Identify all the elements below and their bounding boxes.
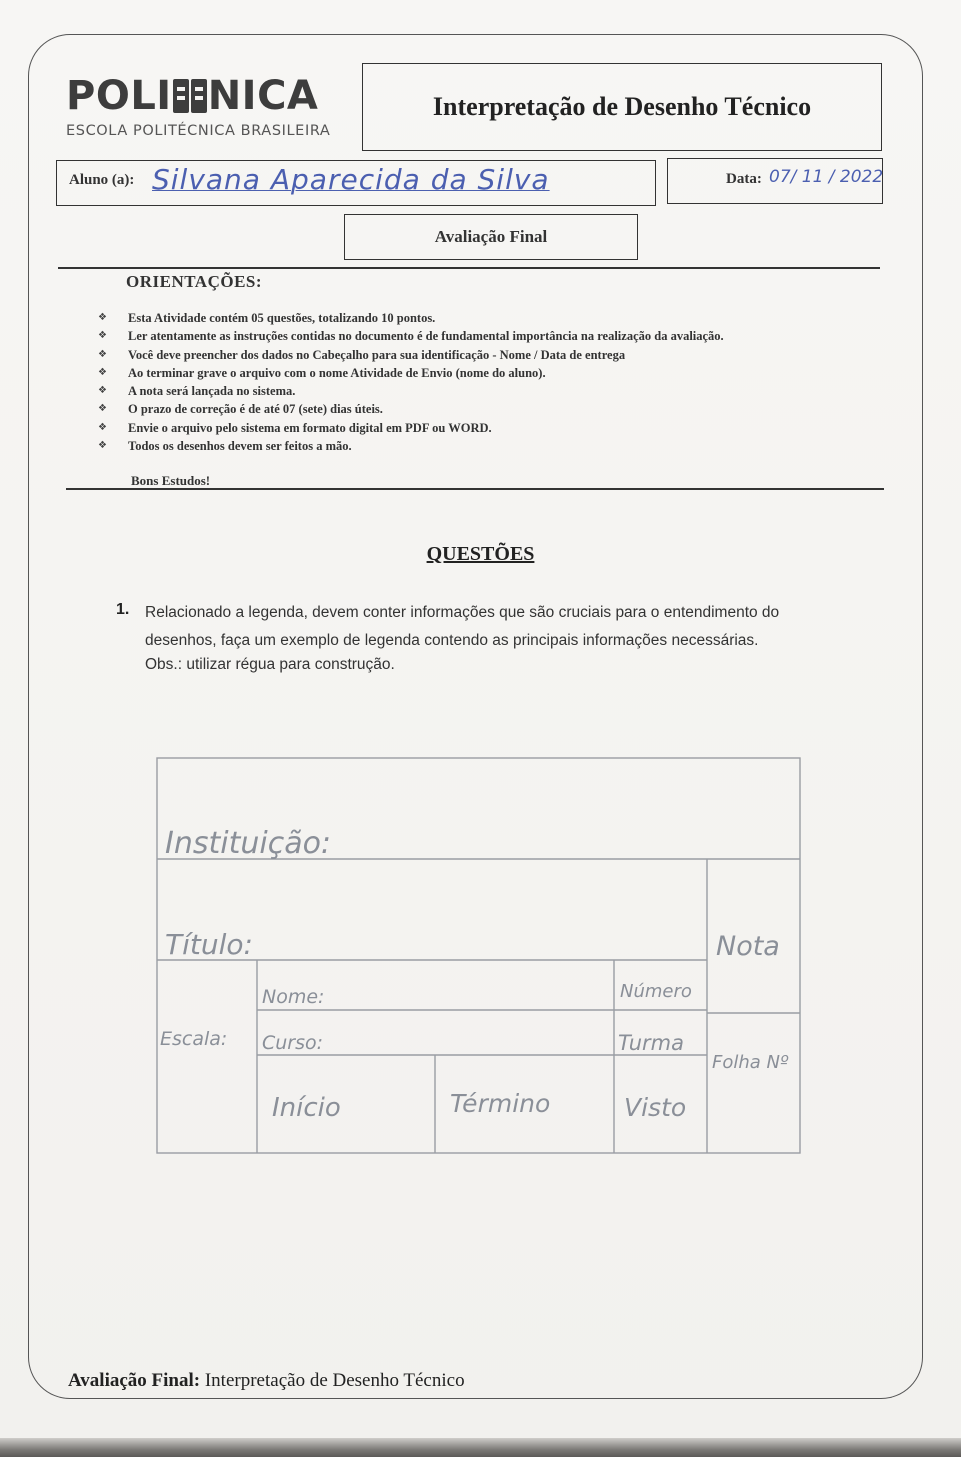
- logo-word-right: NICA: [207, 73, 319, 119]
- course-title: Interpretação de Desenho Técnico: [362, 63, 882, 151]
- orientations-title: ORIENTAÇÕES:: [126, 272, 263, 291]
- list-item: ❖ O prazo de correção é de até 07 (sete) dias úteis.: [98, 400, 724, 418]
- diamond-bullet-icon: ❖: [98, 421, 107, 433]
- logo-word-left: POLI: [66, 73, 172, 119]
- diamond-bullet-icon: ❖: [98, 385, 107, 397]
- student-label: Aluno (a):: [69, 172, 135, 188]
- logo-subtitle: ESCOLA POLITÉCNICA BRASILEIRA: [66, 123, 331, 139]
- question-obs: Obs.: utilizar régua para construção.: [145, 656, 395, 673]
- legend-titulo: Título:: [165, 928, 253, 961]
- legend-folha: Folha Nº: [712, 1052, 789, 1073]
- list-item: ❖ Esta Atividade contém 05 questões, totalizando 10 pontos.: [98, 309, 724, 327]
- footer-text: Interpretação de Desenho Técnico: [200, 1370, 465, 1391]
- list-item: ❖ Você deve preencher dos dados no Cabeçalho para sua identificação - Nome / Data de entrega: [98, 346, 724, 364]
- legend-escala: Escala:: [160, 1028, 228, 1050]
- date-label: Data:: [726, 171, 762, 187]
- questions-heading: QUESTÕES: [426, 543, 535, 565]
- diamond-bullet-icon: ❖: [98, 330, 107, 342]
- legend-turma: Turma: [618, 1031, 684, 1055]
- list-item: ❖ Ao terminar grave o arquivo com o nome Atividade de Envio (nome do aluno).: [98, 364, 724, 382]
- list-item: ❖ Todos os desenhos devem ser feitos a mão.: [98, 437, 724, 455]
- diamond-bullet-icon: ❖: [98, 366, 107, 378]
- legend-nome: Nome:: [262, 986, 325, 1008]
- legend-termino: Término: [450, 1089, 551, 1118]
- closing-text: Bons Estudos!: [131, 473, 211, 488]
- legend-nota: Nota: [716, 931, 780, 962]
- list-item: ❖ A nota será lançada no sistema.: [98, 382, 724, 400]
- assessment-title: Avaliação Final: [344, 214, 638, 260]
- page-footer: [68, 1370, 465, 1392]
- list-item: ❖ Ler atentamente as instruções contidas no documento é de fundamental importância na realização da avaliação.: [98, 327, 724, 345]
- student-name: Silvana Aparecida da Silva: [152, 163, 550, 196]
- legend-inicio: Início: [272, 1093, 341, 1123]
- date-value: 07/ 11 / 2022: [769, 167, 884, 187]
- list-item: ❖ Envie o arquivo pelo sistema em formato digital em PDF ou WORD.: [98, 419, 724, 437]
- question-number: 1.: [116, 601, 130, 618]
- diamond-bullet-icon: ❖: [98, 440, 107, 452]
- legend-instituicao: Instituição:: [165, 826, 332, 861]
- legend-visto: Visto: [624, 1093, 687, 1122]
- diamond-bullet-icon: ❖: [98, 312, 107, 323]
- legend-curso: Curso:: [262, 1032, 324, 1054]
- diamond-bullet-icon: ❖: [98, 348, 107, 360]
- legend-numero: Número: [620, 981, 692, 1002]
- question-text: Relacionado a legenda, devem conter informações que são cruciais para o entendimento do desenhos, faça um exemplo de legenda contendo as principais informações necessárias.: [145, 604, 780, 649]
- footer-label: Avaliação Final:: [68, 1370, 201, 1391]
- diamond-bullet-icon: ❖: [98, 403, 107, 415]
